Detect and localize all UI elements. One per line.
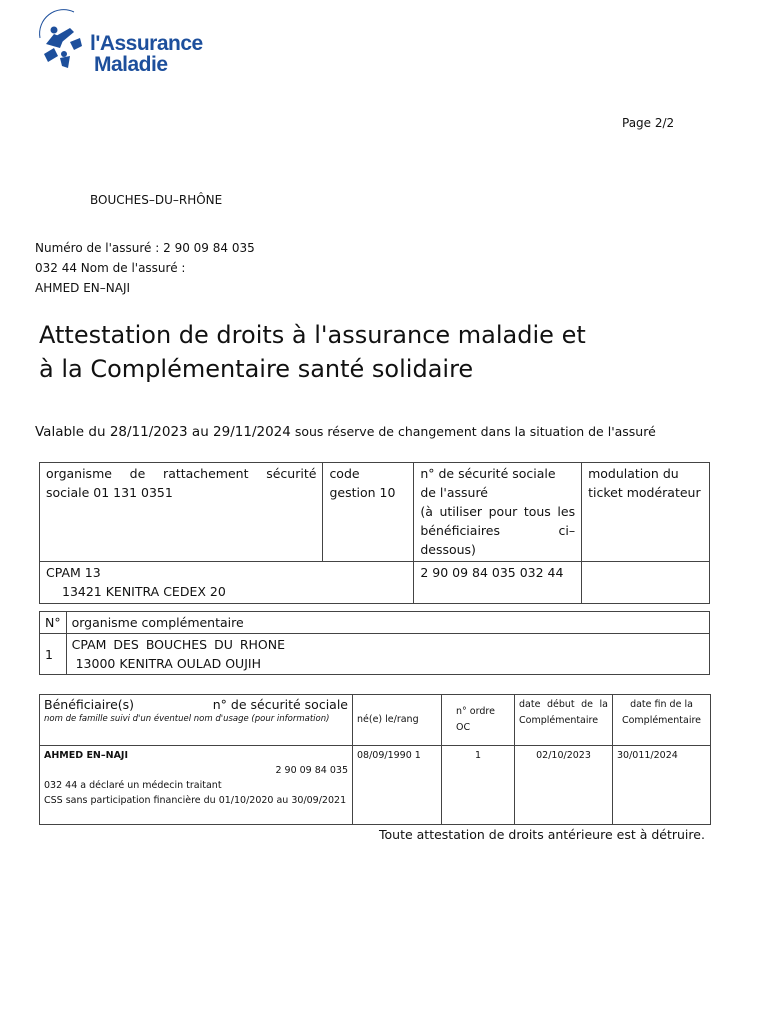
cell-modulation [582, 562, 710, 604]
assurance-maladie-logo [34, 8, 204, 80]
beneficiary-cell [40, 746, 353, 825]
beneficiary-order: 1 [442, 746, 515, 825]
document-title: Attestation de droits à l'assurance maladie et à la Complémentaire santé solidaire [39, 321, 586, 383]
header-date-debut: date début de la Complémentaire [515, 695, 613, 746]
beneficiary-birth: 08/09/1990 1 [353, 746, 442, 825]
validity-condition: sous réserve de changement dans la situation de l'assuré [290, 424, 656, 439]
header-number: N° [40, 612, 67, 634]
complementary-organisme-address: 13000 KENITRA OULAD OUJIH [75, 656, 261, 671]
department-name: BOUCHES–DU–RHÔNE [90, 193, 223, 207]
header-beneficiaires: Bénéficiaire(s) n° de sécurité sociale nom de famille suivi d'un éventuel nom d'usage (pour information) [40, 695, 353, 746]
cell-organisme [40, 562, 414, 604]
affiliation-table [39, 462, 710, 604]
beneficiary-name: AHMED EN–NAJI [44, 750, 129, 761]
logo-text-line1: l'Assurance [90, 32, 203, 55]
beneficiary-start-date: 02/10/2023 [515, 746, 613, 825]
header-organisme-rattachement: organisme de rattachement sécurité sociale 01 131 0351 [40, 463, 323, 562]
complementary-organisme [66, 634, 709, 675]
insured-name: AHMED EN–NAJI [35, 281, 131, 295]
page-number: Page 2/2 [622, 116, 675, 130]
organisme-address: 13421 KENITRA CEDEX 20 [62, 584, 226, 599]
securite-sociale-emblem-icon [34, 8, 96, 78]
header-ordre-oc: n° ordre OC [442, 695, 515, 746]
header-modulation: modulation du ticket modérateur [582, 463, 710, 562]
beneficiary-nss: 2 90 09 84 035 [275, 765, 348, 776]
cell-nss: 2 90 09 84 035 032 44 [414, 562, 582, 604]
header-code-gestion: code gestion 10 [323, 463, 414, 562]
beneficiaries-table [39, 694, 711, 825]
organisme-name: CPAM 13 [46, 565, 101, 580]
footnote: Toute attestation de droits antérieure est à détruire. [379, 827, 705, 842]
beneficiary-end-date: 30/011/2024 [613, 746, 711, 825]
beneficiary-css-note: CSS sans participation financière du 01/10/2020 au 30/09/2021 [44, 795, 347, 806]
logo-text-line2: Maladie [94, 53, 168, 76]
header-date-fin: date fin de la Complémentaire [613, 695, 711, 746]
header-nss-assure: n° de sécurité sociale de l'assuré (à utiliser pour tous les bénéficiaires ci– dessous) [414, 463, 582, 562]
row-number: 1 [40, 634, 67, 675]
validity-dates: Valable du 28/11/2023 au 29/11/2024 [35, 424, 291, 440]
insured-number-line: Numéro de l'assuré : 2 90 09 84 035 [35, 241, 255, 255]
insured-name-label-line: 032 44 Nom de l'assuré : [35, 261, 186, 275]
beneficiary-doctor-note: 032 44 a déclaré un médecin traitant [44, 780, 222, 791]
insured-info [35, 238, 255, 298]
header-organisme-complementaire: organisme complémentaire [66, 612, 709, 634]
complementary-organisme-name: CPAM DES BOUCHES DU RHONE [71, 637, 286, 652]
validity-statement [35, 424, 656, 440]
header-date-naissance: né(e) le/rang [353, 695, 442, 746]
complementary-organisation-table [39, 611, 710, 675]
